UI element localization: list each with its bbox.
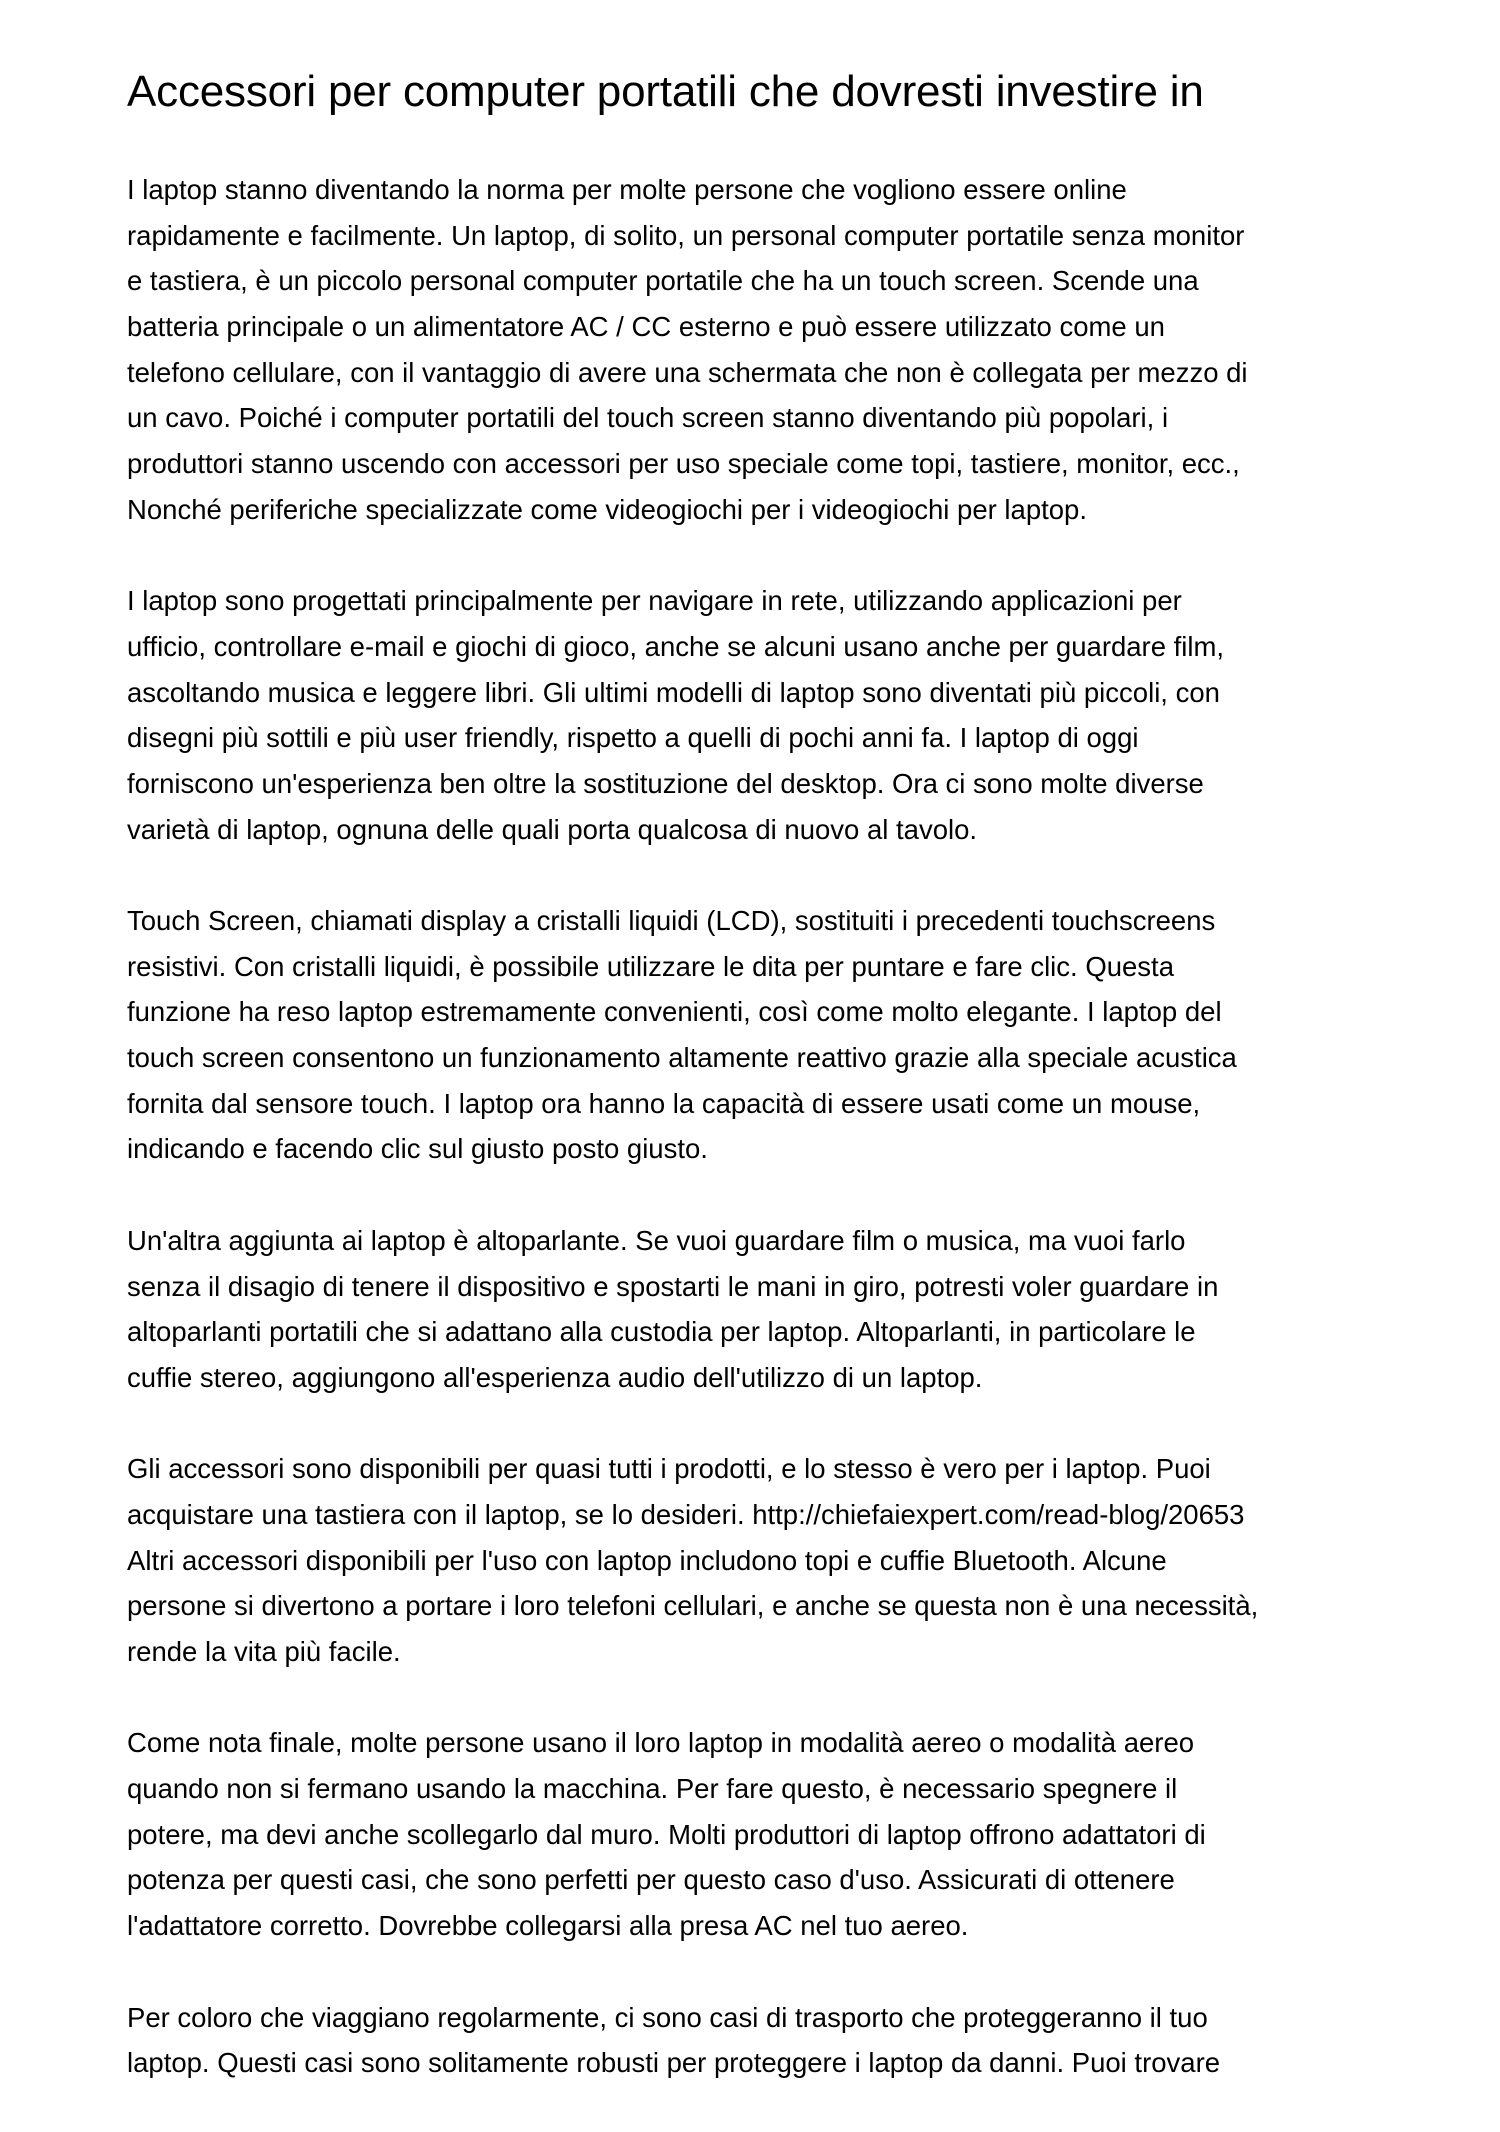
text-line: laptop. Questi casi sono solitamente robusti per proteggere i laptop da danni. Puoi trovare xyxy=(127,2047,1221,2079)
text-line: ufficio, controllare e-mail e giochi di gioco, anche se alcuni usano anche per guardare film, xyxy=(127,630,1225,662)
text-line: telefono cellulare, con il vantaggio di avere una schermata che non è collegata per mezzo di xyxy=(127,356,1248,388)
text-line: fornita dal sensore touch. I laptop ora hanno la capacità di essere usati come un mouse, xyxy=(127,1087,1201,1119)
text-line: indicando e facendo clic sul giusto posto giusto. xyxy=(127,1133,708,1165)
text-line: Altri accessori disponibili per l'uso con laptop includono topi e cuffie Bluetooth. Alcune xyxy=(127,1544,1167,1576)
text-line: forniscono un'esperienza ben oltre la sostituzione del desktop. Ora ci sono molte diverse xyxy=(127,767,1204,799)
paragraph-2 xyxy=(127,578,1258,852)
text-line: funzione ha reso laptop estremamente convenienti, così come molto elegante. I laptop del xyxy=(127,996,1222,1028)
document-body xyxy=(127,167,1258,2132)
text-line: persone si divertono a portare i loro telefoni cellulari, e anche se questa non è una necessità, xyxy=(127,1590,1259,1622)
text-line: rapidamente e facilmente. Un laptop, di solito, un personal computer portatile senza monitor xyxy=(127,219,1245,251)
text-line: Per coloro che viaggiano regolarmente, ci sono casi di trasporto che proteggeranno il tuo xyxy=(127,2001,1208,2033)
text-line: senza il disagio di tenere il dispositivo e spostarti le mani in giro, potresti voler guardare in xyxy=(127,1270,1219,1302)
text-line: varietà di laptop, ognuna delle quali porta qualcosa di nuovo al tavolo. xyxy=(127,813,978,845)
paragraph-1 xyxy=(127,167,1258,533)
text-line: Nonché periferiche specializzate come videogiochi per i videogiochi per laptop. xyxy=(127,493,1087,525)
text-line: potere, ma devi anche scollegarlo dal muro. Molti produttori di laptop offrono adattatori di xyxy=(127,1818,1206,1850)
text-line: cuffie stereo, aggiungono all'esperienza audio dell'utilizzo di un laptop. xyxy=(127,1361,983,1393)
text-line: produttori stanno uscendo con accessori per uso speciale come topi, tastiere, monitor, ecc., xyxy=(127,448,1240,480)
text-line: un cavo. Poiché i computer portatili del touch screen stanno diventando più popolari, i xyxy=(127,402,1169,434)
text-line: batteria principale o un alimentatore AC / CC esterno e può essere utilizzato come un xyxy=(127,311,1165,343)
paragraph-5 xyxy=(127,1446,1258,1674)
text-line: disegni più sottili e più user friendly, rispetto a quelli di pochi anni fa. I laptop di oggi xyxy=(127,722,1139,754)
text-line: Gli accessori sono disponibili per quasi tutti i prodotti, e lo stesso è vero per i laptop. Puoi xyxy=(127,1453,1211,1485)
paragraph-6 xyxy=(127,1720,1258,1948)
paragraph-7 xyxy=(127,1995,1258,2086)
paragraph-3 xyxy=(127,898,1258,1172)
text-line: I laptop stanno diventando la norma per molte persone che vogliono essere online xyxy=(127,174,1127,205)
text-line: Touch Screen, chiamati display a cristalli liquidi (LCD), sostituiti i precedenti touchscreens xyxy=(127,905,1216,936)
text-line: e tastiera, è un piccolo personal computer portatile che ha un touch screen. Scende una xyxy=(127,265,1199,297)
text-line: resistivi. Con cristalli liquidi, è possibile utilizzare le dita per puntare e fare clic. Questa xyxy=(127,950,1174,982)
document-title: Accessori per computer portatili che dovresti investire in xyxy=(127,67,1204,116)
text-line: ascoltando musica e leggere libri. Gli ultimi modelli di laptop sono diventati più piccoli, con xyxy=(127,676,1220,708)
text-line: acquistare una tastiera con il laptop, se lo desideri. http://chiefaiexpert.com/read-blog/20653 xyxy=(127,1498,1245,1530)
text-line: potenza per questi casi, che sono perfetti per questo caso d'uso. Assicurati di ottenere xyxy=(127,1864,1175,1896)
text-line: Un'altra aggiunta ai laptop è altoparlante. Se vuoi guardare film o musica, ma vuoi farlo xyxy=(127,1224,1186,1256)
text-line: Come nota finale, molte persone usano il loro laptop in modalità aereo o modalità aereo xyxy=(127,1727,1195,1759)
text-line: rende la vita più facile. xyxy=(127,1636,401,1667)
text-line: I laptop sono progettati principalmente per navigare in rete, utilizzando applicazioni per xyxy=(127,585,1182,617)
text-line: altoparlanti portatili che si adattano alla custodia per laptop. Altoparlanti, in particolare le xyxy=(127,1316,1196,1348)
text-line: l'adattatore corretto. Dovrebbe collegarsi alla presa AC nel tuo aereo. xyxy=(127,1910,969,1942)
text-line: quando non si fermano usando la macchina. Per fare questo, è necessario spegnere il xyxy=(127,1773,1178,1805)
paragraph-4 xyxy=(127,1218,1258,1401)
text-line: touch screen consentono un funzionamento altamente reattivo grazie alla speciale acustica xyxy=(127,1042,1237,1074)
